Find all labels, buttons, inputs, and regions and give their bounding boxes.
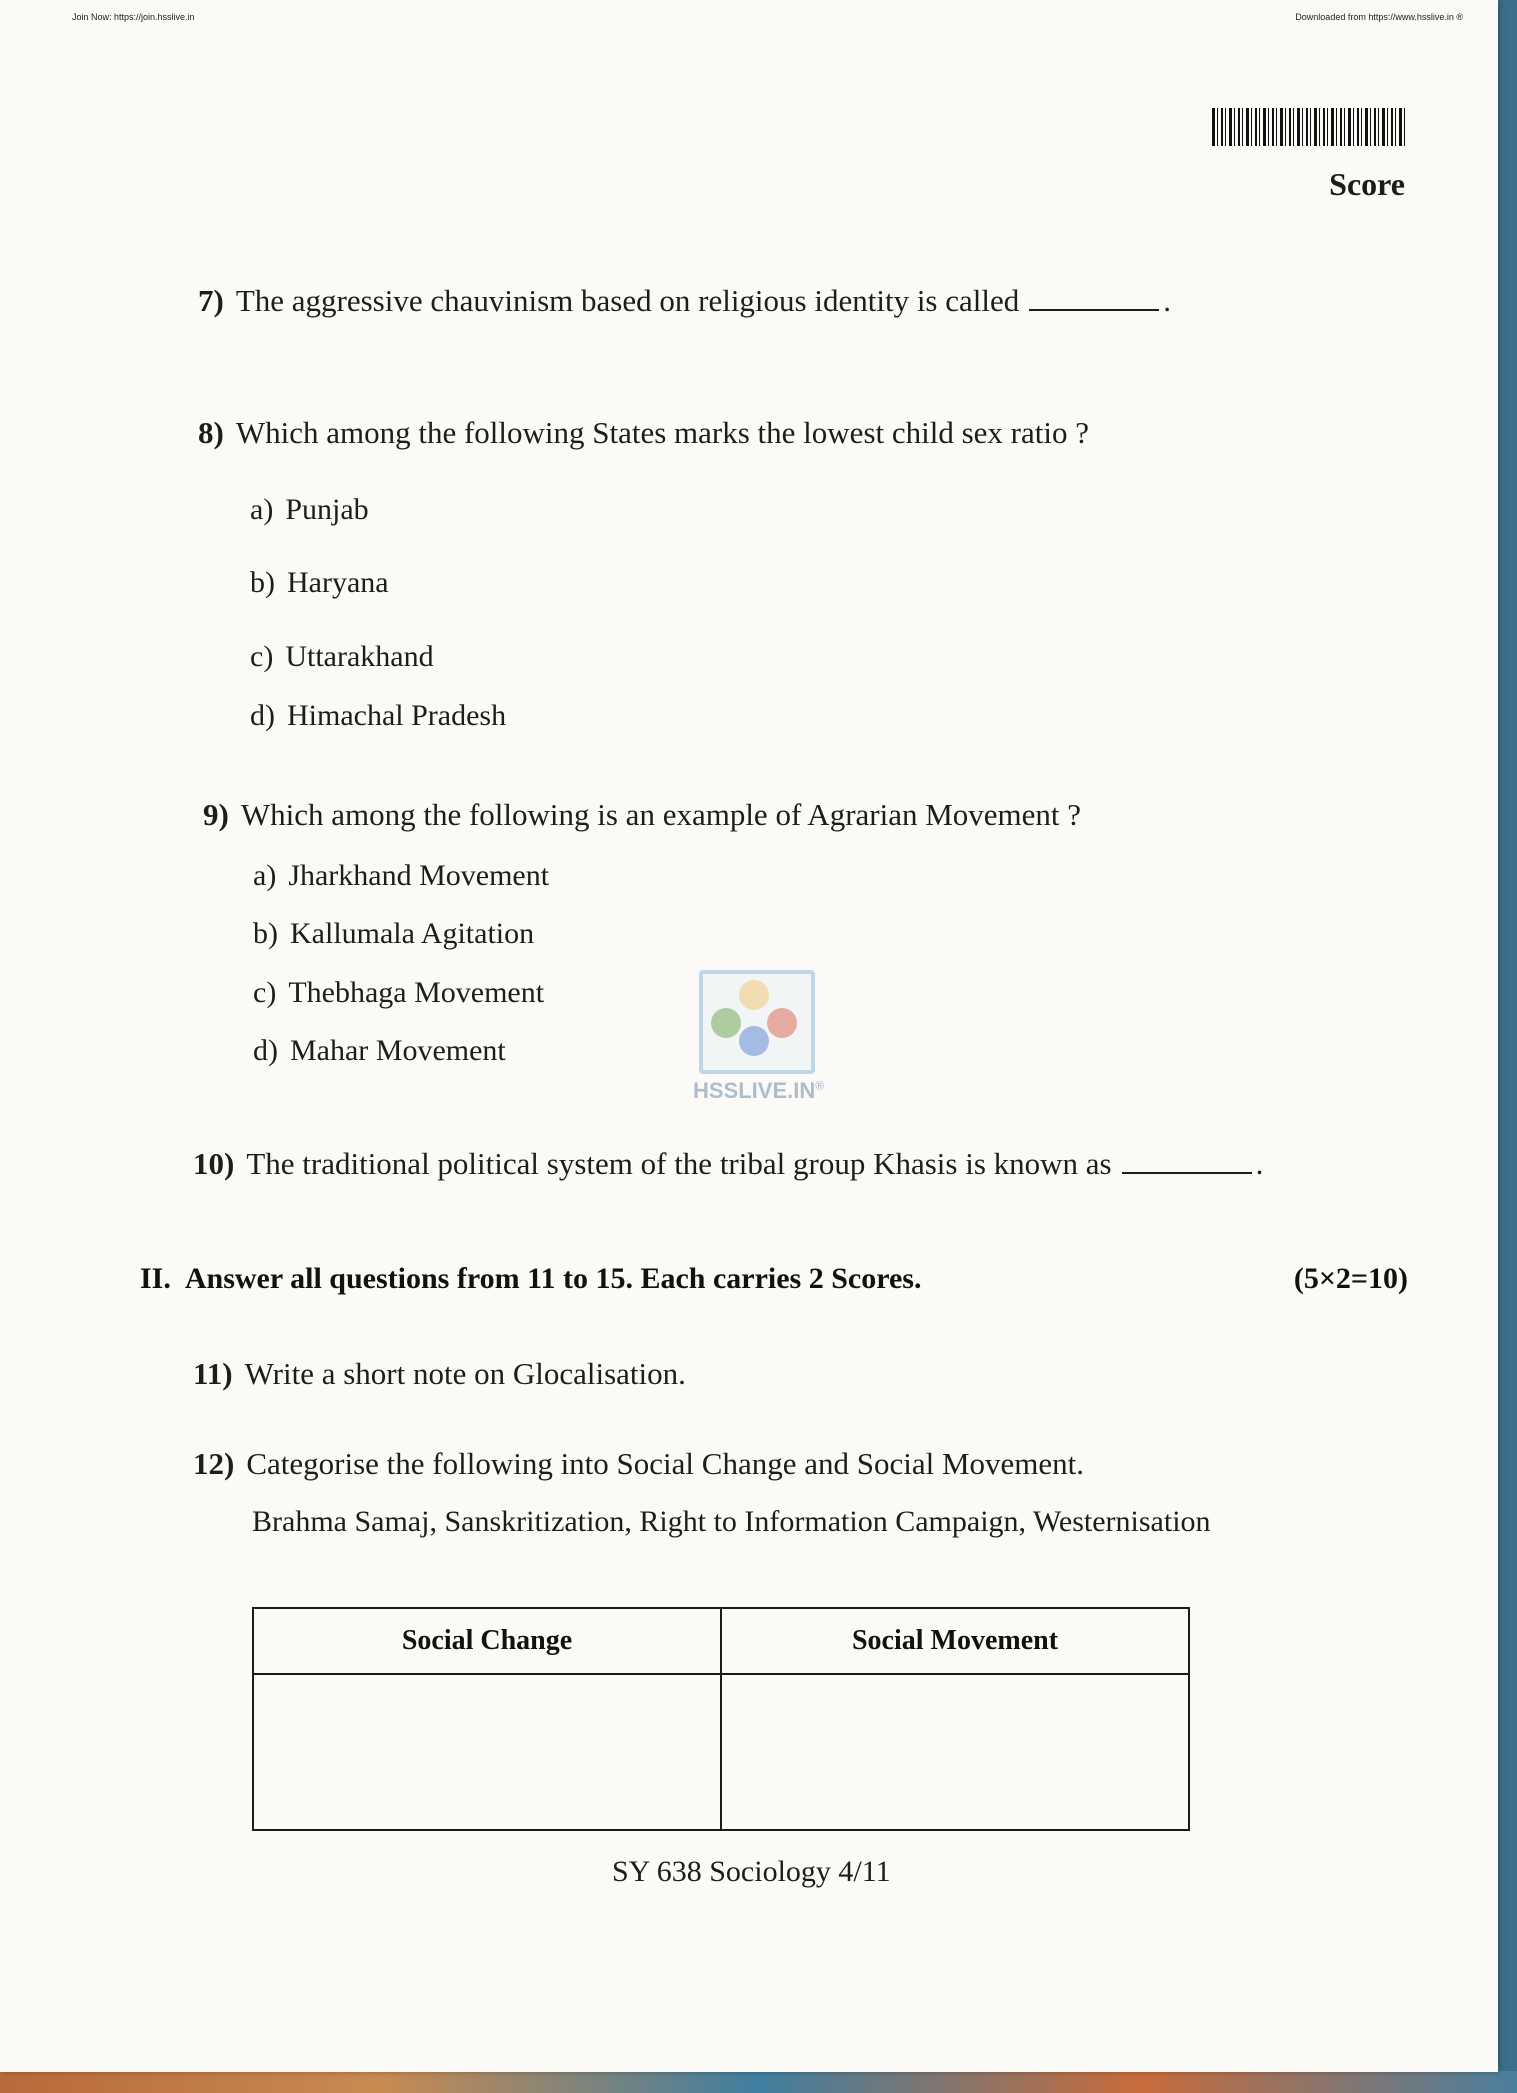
option-text: Jharkhand Movement — [288, 859, 550, 892]
option-label: d) — [253, 1034, 278, 1067]
question-text: Which among the following is an example of Agrarian Movement ? — [240, 797, 1082, 832]
social-change-cell[interactable] — [253, 1674, 721, 1830]
answer-blank — [1122, 1150, 1252, 1174]
barcode — [1212, 108, 1408, 146]
question-number: 8) — [198, 415, 224, 450]
score-label: Score — [1329, 166, 1405, 202]
option-text: Mahar Movement — [290, 1034, 506, 1067]
question-text: Which among the following States marks the lowest child sex ratio ? — [235, 415, 1089, 450]
question-end: . — [1163, 283, 1171, 318]
question-text: The traditional political system of the tribal group Khasis is known as — [246, 1146, 1112, 1181]
background-edge — [0, 2071, 1517, 2093]
option-label: a) — [250, 493, 274, 526]
option-label: b) — [250, 566, 275, 599]
option-b — [250, 566, 389, 600]
question-text: The aggressive chauvinism based on religious identity is called — [235, 283, 1020, 318]
option-text: Haryana — [287, 566, 389, 599]
option-text: Himachal Pradesh — [287, 699, 507, 732]
option-text: Uttarakhand — [285, 640, 434, 673]
option-label: d) — [250, 699, 275, 732]
question-9 — [203, 797, 1081, 833]
question-12 — [193, 1446, 1084, 1482]
option-a — [253, 859, 549, 893]
option-a — [250, 493, 369, 527]
option-d — [250, 699, 506, 733]
option-label: c) — [253, 976, 277, 1009]
option-d — [253, 1034, 506, 1068]
option-label: b) — [253, 917, 278, 950]
option-label: c) — [250, 640, 274, 673]
answer-blank — [1029, 287, 1159, 311]
section-marks: (5×2=10) — [1293, 1262, 1408, 1295]
question-10 — [193, 1146, 1263, 1182]
items-to-categorise: Brahma Samaj, Sanskritization, Right to Information Campaign, Westernisation — [252, 1505, 1211, 1538]
option-text: Punjab — [285, 493, 369, 526]
option-text: Thebhaga Movement — [288, 976, 545, 1009]
hsslive-watermark-logo — [693, 968, 833, 1118]
question-end: . — [1255, 1146, 1264, 1181]
section-roman: II. — [140, 1262, 171, 1295]
option-c — [250, 640, 434, 674]
header-social-movement: Social Movement — [721, 1608, 1189, 1674]
question-number: 12) — [193, 1446, 235, 1481]
join-note: Join Now: https://join.hsslive.in — [72, 12, 195, 22]
question-11 — [193, 1356, 686, 1392]
section-heading — [140, 1262, 1408, 1296]
question-text: Categorise the following into Social Change and Social Movement. — [246, 1446, 1085, 1481]
question-number: 7) — [198, 283, 224, 318]
categorise-table — [252, 1607, 1190, 1831]
watermark-brand: HSSLIVE.IN® — [693, 1078, 825, 1103]
social-movement-cell[interactable] — [721, 1674, 1189, 1830]
question-7 — [198, 283, 1171, 319]
option-b — [253, 917, 534, 951]
section-instruction: Answer all questions from 11 to 15. Each carries 2 Scores. — [184, 1262, 922, 1295]
question-number: 10) — [193, 1146, 235, 1181]
option-label: a) — [253, 859, 277, 892]
page-footer: SY 638 Sociology 4/11 — [612, 1855, 891, 1888]
question-number: 11) — [193, 1356, 233, 1391]
question-number: 9) — [203, 797, 229, 832]
option-c — [253, 976, 544, 1010]
question-text: Write a short note on Glocalisation. — [244, 1356, 686, 1391]
question-8 — [198, 415, 1089, 451]
download-note: Downloaded from https://www.hsslive.in ® — [1295, 12, 1463, 22]
option-text: Kallumala Agitation — [290, 917, 535, 950]
header-social-change: Social Change — [253, 1608, 721, 1674]
